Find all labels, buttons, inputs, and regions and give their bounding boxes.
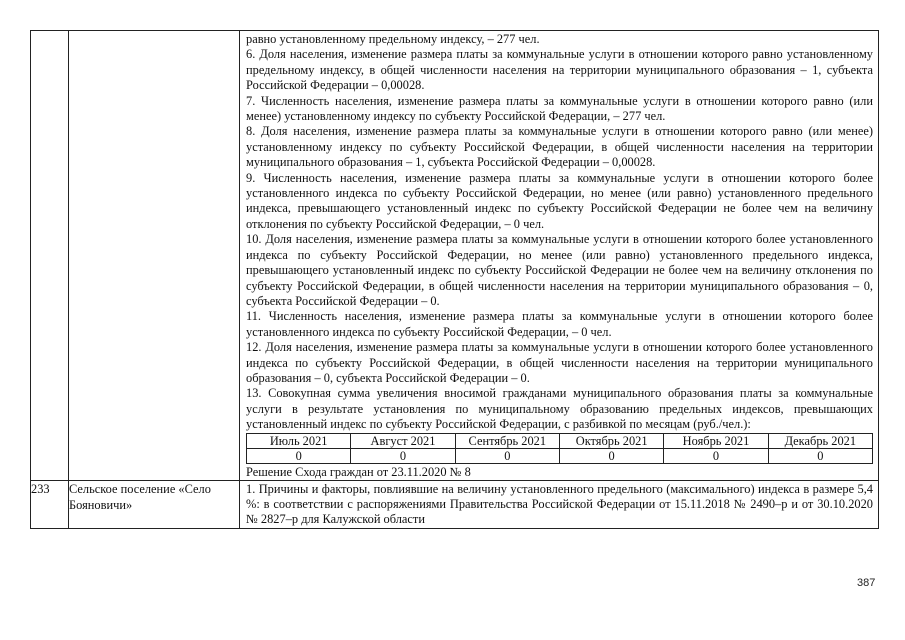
paragraph: 11. Численность населения, изменение размера платы за коммунальные услуги в отношении которого более установленного индекса по субъекту Российской Федерации, – 0 чел. [246,309,873,339]
paragraph: равно установленному предельному индексу, – 277 чел. [246,32,540,46]
month-header: Август 2021 [351,433,455,448]
decision-reference: Решение Схода граждан от 23.11.2020 № 8 [246,464,471,479]
row-number-cell: 233 [31,480,69,528]
paragraph: 10. Доля населения, изменение размера платы за коммунальные услуги в отношении которого более установленного индекса по субъекту Российской Федерации, но менее (или равно) установленного предельного индекса, превышающего установленный индекс по субъекту Российской Федерации не более чем на величину отклонения по субъекту Российской Федерации, в общей численности населения на территории муниципального образования – 0, субъекта Российской Федерации – 0. [246,232,873,308]
month-header: Октябрь 2021 [559,433,663,448]
paragraph: 13. Совокупная сумма увеличения вносимой гражданами муниципального образования платы за коммунальные услуги в результате установления по муниципальному образованию предельных индексов, превышающих установленный индекс по субъекту Российской Федерации, с разбивкой по месяцам (руб./чел.): [246,386,873,432]
content-text [240,481,878,528]
page-number: 387 [857,577,876,589]
month-header: Ноябрь 2021 [664,433,768,448]
monthly-amount-table [246,433,873,464]
row-number-cell [31,31,69,481]
paragraph: 9. Численность населения, изменение размера платы за коммунальные услуги в отношении которого более установленного индекса по субъекту Российской Федерации, но менее (или равно) установленного предельного индекса, превышающего установленный индекс по субъекту Российской Федерации не более чем на величину отклонения по субъекту Российской Федерации, – 0 чел. [246,170,873,231]
paragraph: 6. Доля населения, изменение размера платы за коммунальные услуги в отношении которого равно установленному предельному индексу, в общей численности населения на территории муниципального образования – 1, субъекта Российской Федерации – 0,00028. [246,47,873,93]
month-value: 0 [559,448,663,463]
month-value: 0 [664,448,768,463]
paragraph: 12. Доля населения, изменение размера платы за коммунальные услуги в отношении которого более установленного индекса по субъекту Российской Федерации, в общей численности населения на территории муниципального образования – 0, субъекта Российской Федерации – 0. [246,340,873,385]
month-value-row [247,448,873,463]
content-text [240,31,878,480]
month-header: Сентябрь 2021 [455,433,559,448]
document-table [30,30,879,529]
paragraph: 1. Причины и факторы, повлиявшие на величину установленного предельного (максимального) индекса в размере 5,4 %: в соответствии с распоряжениями Правительства Российской Федерации от 15.11.2018 № 2490–р и от 30.10.2020 № 2827–р для Калужской области [246,481,873,527]
table-row [31,31,879,481]
month-value: 0 [247,448,351,463]
paragraph: 8. Доля населения, изменение размера платы за коммунальные услуги в отношении которого равно (или менее) установленному индексу по субъекту Российской Федерации, в общей численности населения на территории муниципального образования – 1, субъекта Российской Федерации – 0,00028. [246,124,873,170]
municipality-name-cell: Сельское поселение «Село Бояновичи» [69,480,240,528]
month-header-row [247,433,873,448]
municipality-name-cell [69,31,240,481]
month-value: 0 [455,448,559,463]
content-cell [240,31,879,481]
month-header: Июль 2021 [247,433,351,448]
table-row [31,480,879,528]
month-value: 0 [351,448,455,463]
month-value: 0 [768,448,872,463]
month-header: Декабрь 2021 [768,433,872,448]
content-cell [240,480,879,528]
paragraph: 7. Численность населения, изменение размера платы за коммунальные услуги в отношении которого равно (или менее) установленному индексу по субъекту Российской Федерации, – 277 чел. [246,93,873,124]
